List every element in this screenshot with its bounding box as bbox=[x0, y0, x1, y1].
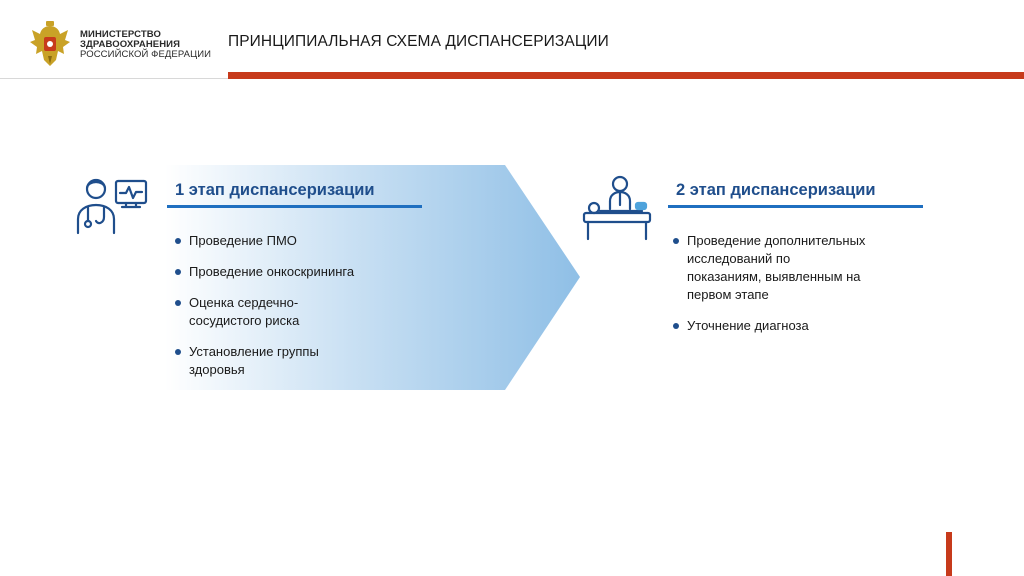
stage2-list bbox=[673, 232, 873, 335]
doctor-examining-patient-icon bbox=[582, 175, 652, 243]
list-item bbox=[175, 263, 380, 281]
list-item-label: Проведение дополнительных исследований по показаниям, выявленным на первом этапе bbox=[687, 233, 866, 302]
coat-of-arms-icon bbox=[28, 20, 72, 70]
stage2-underline bbox=[668, 205, 923, 208]
bullet-icon bbox=[673, 238, 679, 244]
ministry-line-3: РОССИЙСКОЙ ФЕДЕРАЦИИ bbox=[80, 49, 212, 60]
header-accent-bar bbox=[228, 72, 1024, 79]
bullet-icon bbox=[175, 300, 181, 306]
ministry-name bbox=[80, 30, 211, 60]
stage1-list bbox=[175, 232, 380, 379]
list-item-label: Оценка сердечно-сосудистого риска bbox=[189, 295, 300, 328]
bullet-icon bbox=[175, 349, 181, 355]
list-item bbox=[673, 232, 867, 304]
list-item-label: Установление группы здоровья bbox=[189, 344, 319, 377]
bullet-icon bbox=[673, 323, 679, 329]
ministry-line-1: МИНИСТЕРСТВО bbox=[80, 29, 161, 40]
stage2-title: 2 этап диспансеризации bbox=[676, 181, 876, 199]
list-item bbox=[673, 317, 873, 335]
ministry-line-2: ЗДРАВООХРАНЕНИЯ bbox=[80, 39, 181, 50]
corner-accent-bar bbox=[946, 532, 952, 576]
list-item-label: Проведение онкоскрининга bbox=[189, 264, 355, 279]
doctor-with-monitor-icon bbox=[74, 175, 150, 237]
stage1-title: 1 этап диспансеризации bbox=[175, 181, 375, 199]
header-divider bbox=[0, 78, 230, 79]
bullet-icon bbox=[175, 238, 181, 244]
list-item bbox=[175, 343, 364, 379]
list-item-label: Проведение ПМО bbox=[189, 233, 297, 248]
list-item bbox=[175, 294, 324, 330]
list-item-label: Уточнение диагноза bbox=[687, 318, 809, 333]
page-title: ПРИНЦИПИАЛЬНАЯ СХЕМА ДИСПАНСЕРИЗАЦИИ bbox=[228, 33, 609, 50]
stage1-underline bbox=[167, 205, 422, 208]
list-item bbox=[175, 232, 380, 250]
bullet-icon bbox=[175, 269, 181, 275]
